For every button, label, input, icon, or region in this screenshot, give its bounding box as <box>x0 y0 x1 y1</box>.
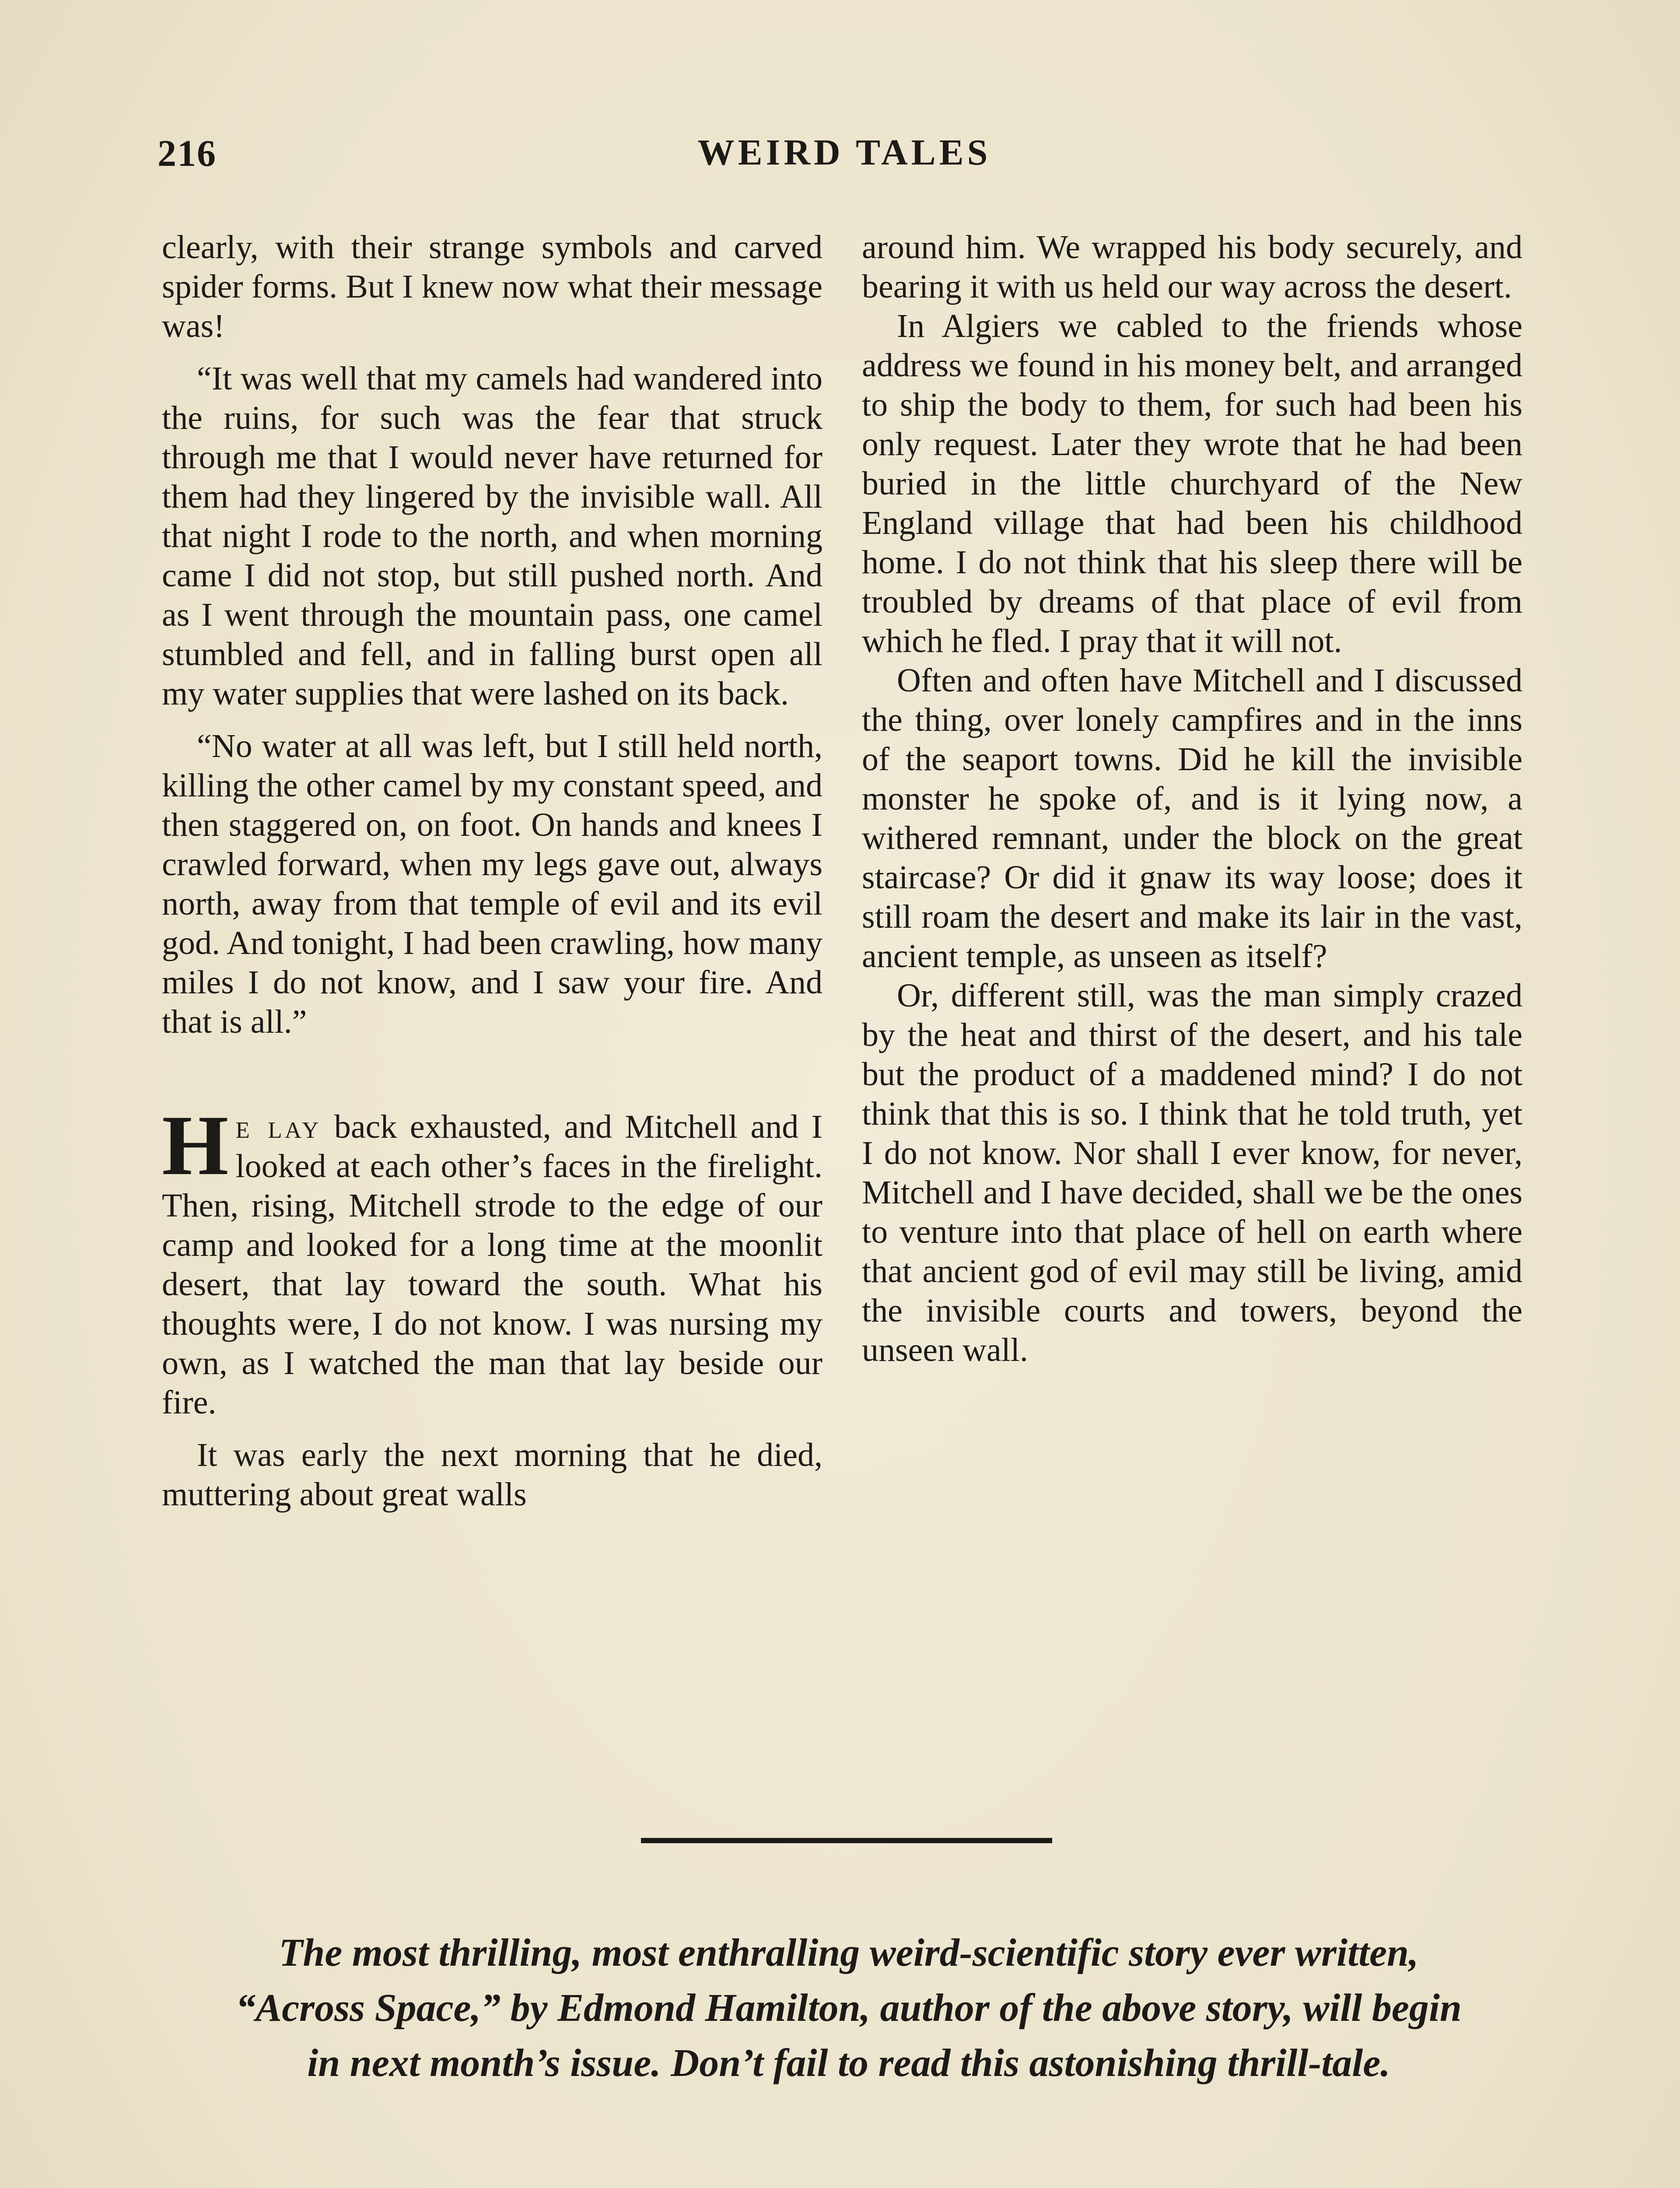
paragraph: around him. We wrapped his body securely, and bearing it with us held our way across the desert. <box>862 229 1522 305</box>
right-column <box>862 228 1522 1370</box>
story-columns <box>162 228 1522 1785</box>
paragraph: Or, different still, was the man simply crazed by the heat and thirst of the desert, and his tale but the product of a maddened mind? I do not think that this is so. I think that he told truth, yet I do not know. Nor shall I ever know, for never, Mitchell and I have decided, shall we be the ones to venture into that place of hell on earth where that ancient god of evil may still be living, amid the invisible courts and towers, beyond the unseen wall. <box>862 977 1522 1368</box>
paragraph: In Algiers we cabled to the friends whose address we found in his money belt, and arranged to ship the body to them, for such had been his only request. Later they wrote that he had been buried in the little churchyard of the New England village that had been his childhood home. I do not think that his sleep there will be troubled by dreams of that place of evil from which he fled. I pray that it will not. <box>862 308 1522 659</box>
page-number: 216 <box>158 132 217 174</box>
running-head: WEIRD TALES <box>697 132 991 173</box>
paragraph: “It was well that my camels had wandered into the ruins, for such was the fear that struck through me that I would never have returned for them had they lingered by the invisible wall. All that night I rode to the north, and when morning came I did not stop, but still pushed north. And as I went through the mountain pass, one camel stumbled and fell, and in falling burst open all my water supplies that were lashed on its back. <box>162 360 822 712</box>
paragraph: It was early the next morning that he died, muttering about great walls <box>162 1437 822 1513</box>
section-paragraph <box>162 1098 822 1422</box>
paragraph: clearly, with their strange symbols and carved spider forms. But I knew now what their message was! <box>162 229 822 344</box>
divider-rule <box>641 1838 1052 1843</box>
next-issue-notice: The most thrilling, most enthralling weird-scientific story ever written, “Across Space,” by Edmond Hamilton, author of the above story, will begin in next month’s issue. Don’t fail to read this astonishing thrill-tale. <box>236 1931 1462 2085</box>
page-header <box>158 131 1531 184</box>
paragraph-text: back exhausted, and Mitchell and I looked at each other’s faces in the firelight. Then, rising, Mitchell strode to the edge of our camp and looked for a long time at the moonlit desert, that lay toward the south. What his thoughts were, I do not know. I was nursing my own, as I watched the man that lay beside our fire. <box>162 1108 822 1421</box>
drop-cap: H <box>162 1098 229 1193</box>
paragraph: Often and often have Mitchell and I discussed the thing, over lonely campfires and in the inns of the seaport towns. Did he kill the invisible monster he spoke of, and is it lying now, a withered remnant, under the block on the great staircase? Or did it gnaw its way loose; does it still roam the desert and make its lair in the vast, ancient temple, as unseen as itself? <box>862 662 1522 975</box>
small-caps-lead: e lay <box>235 1108 322 1145</box>
left-column <box>162 228 822 1514</box>
paragraph: “No water at all was left, but I still held north, killing the other camel by my constant speed, and then staggered on, on foot. On hands and knees I crawled forward, when my legs gave out, always north, away from that temple of evil and its evil god. And tonight, I had been crawling, how many miles I do not know, and I saw your fire. And that is all.” <box>162 728 822 1040</box>
